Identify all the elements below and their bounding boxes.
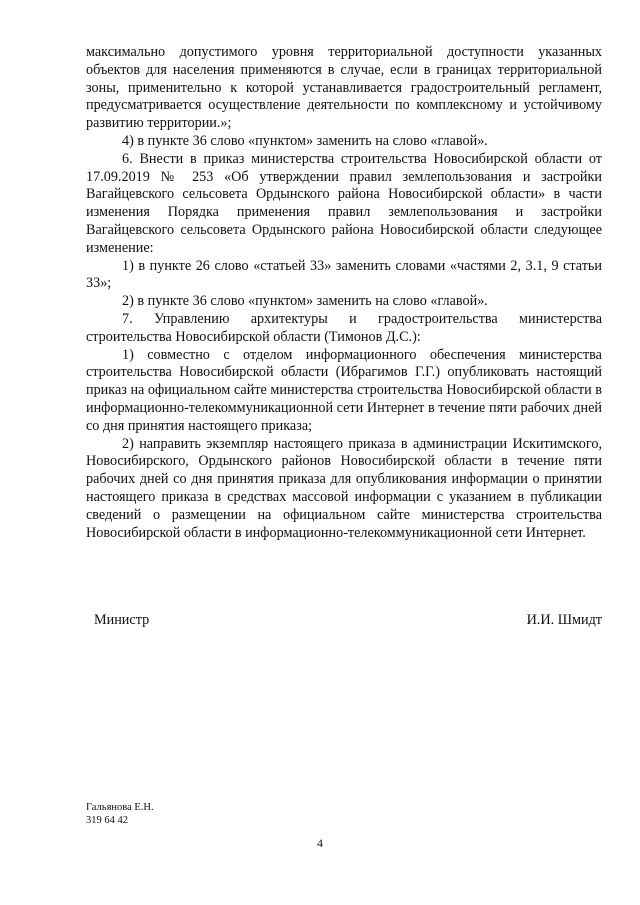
page-number: 4 <box>317 836 323 850</box>
paragraph-section-6: 6. Внести в приказ министерства строительства Новосибирской области от 17.09.2019 № 253 «Об утверждении правил землепользования и застройки Вагайцевского сельсовета Ордынского района Новосибирской области» в части изменения Порядка применения правил землепользования и застройки Вагайцевского сельсовета Ордынского района Новосибирской области следующее изменение: <box>86 150 602 256</box>
paragraph-section-6-item-1: 1) в пункте 26 слово «статьей 33» заменить словами «частями 2, 3.1, 9 статьи 33»; <box>86 257 602 292</box>
executor-info <box>86 801 154 827</box>
paragraph-section-7: 7. Управлению архитектуры и градостроительства министерства строительства Новосибирской области (Тимонов Д.С.): <box>86 310 602 345</box>
document-body <box>86 44 602 542</box>
paragraph-section-6-item-2: 2) в пункте 36 слово «пунктом» заменить на слово «главой». <box>122 293 488 310</box>
paragraph-item-4: 4) в пункте 36 слово «пунктом» заменить на слово «главой». <box>122 132 488 149</box>
signature-title: Министр <box>94 612 150 628</box>
paragraph-section-7-item-1: 1) совместно с отделом информационного обеспечения министерства строительства Новосибирской области (Ибрагимов Г.Г.) опубликовать настоящий приказ на официальном сайте министерства строительства Новосибирской области в информационно-телекоммуникационной сети Интернет в течение пяти рабочих дней со дня принятия настоящего приказа; <box>86 346 602 434</box>
paragraph-continuation: максимально допустимого уровня территориальной доступности указанных объектов для населения применяются в случае, если в границах территориальной зоны, применительно к которой устанавливается градостроительный регламент, предусматривается осуществление деятельности по комплексному и устойчивому развитию территории.»; <box>86 44 602 132</box>
executor-name: Гальянова Е.Н. <box>86 802 154 813</box>
paragraph-section-7-item-2: 2) направить экземпляр настоящего приказа в администрации Искитимского, Новосибирского, Ордынского районов Новосибирской области в течение пяти рабочих дней со дня принятия приказа для опубликования информации о принятии настоящего приказа в средствах массовой информации с указанием в публикации сведений о размещении на официальном сайте министерства строительства Новосибирской области в информационно-телекоммуникационной сети Интернет. <box>86 435 602 541</box>
executor-phone: 319 64 42 <box>86 815 128 826</box>
signature-name: И.И. Шмидт <box>526 612 602 628</box>
